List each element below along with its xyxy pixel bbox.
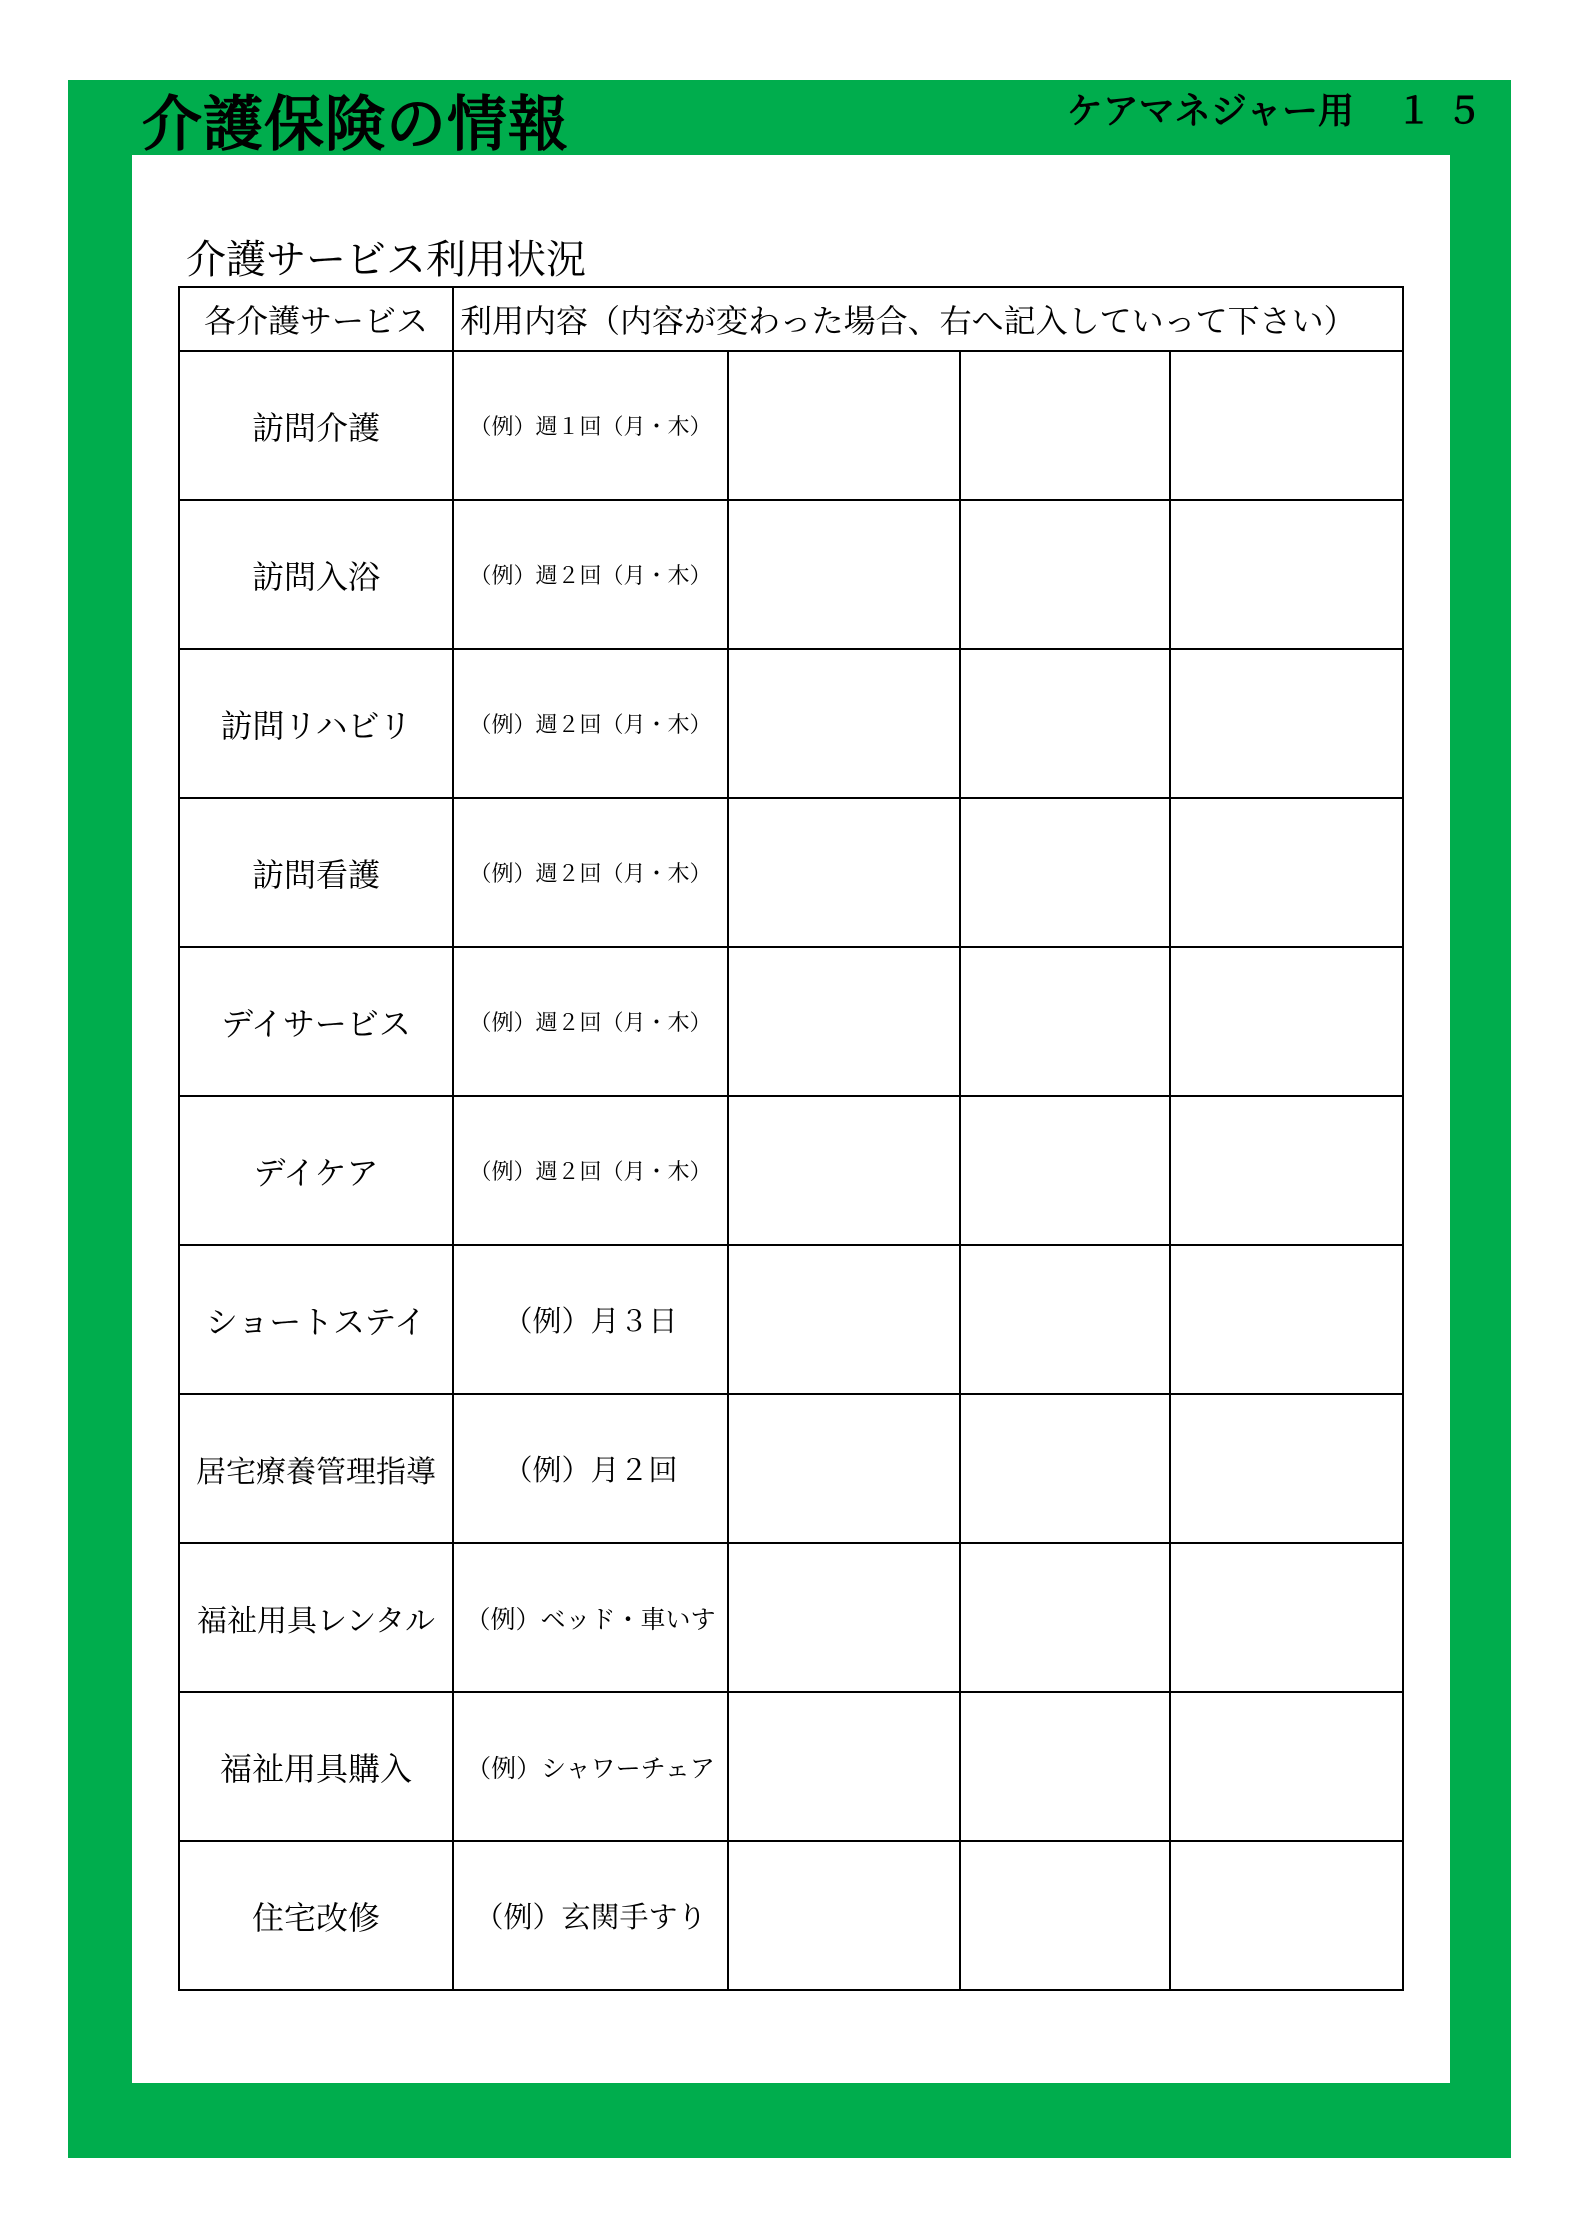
usage-example: （例）玄関手すり: [453, 1841, 728, 1990]
usage-example: （例）週２回（月・木）: [453, 798, 728, 947]
usage-entry-cell[interactable]: [1170, 1841, 1403, 1990]
usage-entry-cell[interactable]: [960, 1543, 1170, 1692]
usage-entry-cell[interactable]: [960, 1841, 1170, 1990]
service-name: 住宅改修: [179, 1841, 453, 1990]
service-name: 訪問入浴: [179, 500, 453, 649]
audience-label: ケアマネジャー用: [1066, 91, 1354, 132]
usage-entry-cell[interactable]: [1170, 500, 1403, 649]
section-title: 介護サービス利用状況: [186, 237, 586, 283]
usage-entry-cell[interactable]: [960, 649, 1170, 798]
usage-example: （例）週２回（月・木）: [453, 500, 728, 649]
usage-entry-cell[interactable]: [728, 947, 960, 1096]
table-row: [179, 1692, 1403, 1841]
usage-entry-cell[interactable]: [728, 1692, 960, 1841]
table-header-row: [179, 287, 1403, 351]
usage-entry-cell[interactable]: [960, 351, 1170, 500]
usage-entry-cell[interactable]: [728, 1543, 960, 1692]
table-row: [179, 1245, 1403, 1394]
usage-entry-cell[interactable]: [1170, 1245, 1403, 1394]
usage-entry-cell[interactable]: [1170, 1692, 1403, 1841]
table-row: [179, 1841, 1403, 1990]
page-number: １５: [1395, 91, 1496, 132]
usage-example: （例）ベッド・車いす: [453, 1543, 728, 1692]
usage-entry-cell[interactable]: [1170, 351, 1403, 500]
usage-example: （例）週２回（月・木）: [453, 1096, 728, 1245]
service-name: デイサービス: [179, 947, 453, 1096]
usage-example: （例）週２回（月・木）: [453, 947, 728, 1096]
usage-entry-cell[interactable]: [960, 500, 1170, 649]
usage-entry-cell[interactable]: [728, 1841, 960, 1990]
usage-entry-cell[interactable]: [728, 1096, 960, 1245]
table-row: [179, 798, 1403, 947]
usage-example: （例）週１回（月・木）: [453, 351, 728, 500]
service-name: 居宅療養管理指導: [179, 1394, 453, 1543]
header-service: 各介護サービス: [179, 287, 453, 351]
table-row: [179, 947, 1403, 1096]
usage-entry-cell[interactable]: [728, 1245, 960, 1394]
table-row: [179, 1096, 1403, 1245]
care-service-table: [178, 286, 1404, 1991]
usage-entry-cell[interactable]: [1170, 649, 1403, 798]
service-name: ショートステイ: [179, 1245, 453, 1394]
usage-entry-cell[interactable]: [728, 500, 960, 649]
header-usage: 利用内容（内容が変わった場合、右へ記入していって下さい）: [453, 287, 1403, 351]
usage-entry-cell[interactable]: [1170, 798, 1403, 947]
table-row: [179, 500, 1403, 649]
usage-entry-cell[interactable]: [960, 1394, 1170, 1543]
usage-entry-cell[interactable]: [728, 1394, 960, 1543]
service-name: 福祉用具購入: [179, 1692, 453, 1841]
usage-example: （例）月３日: [453, 1245, 728, 1394]
usage-entry-cell[interactable]: [728, 351, 960, 500]
page-header-right: [1067, 84, 1496, 140]
usage-example: （例）週２回（月・木）: [453, 649, 728, 798]
usage-entry-cell[interactable]: [728, 649, 960, 798]
usage-entry-cell[interactable]: [728, 798, 960, 947]
usage-entry-cell[interactable]: [960, 1245, 1170, 1394]
page-title: 介護保険の情報: [142, 90, 569, 160]
usage-entry-cell[interactable]: [1170, 1543, 1403, 1692]
service-name: 訪問看護: [179, 798, 453, 947]
usage-entry-cell[interactable]: [960, 1692, 1170, 1841]
table-row: [179, 1394, 1403, 1543]
table-row: [179, 351, 1403, 500]
table-row: [179, 649, 1403, 798]
service-name: デイケア: [179, 1096, 453, 1245]
usage-entry-cell[interactable]: [1170, 947, 1403, 1096]
usage-entry-cell[interactable]: [1170, 1096, 1403, 1245]
service-name: 訪問介護: [179, 351, 453, 500]
service-name: 福祉用具レンタル: [179, 1543, 453, 1692]
service-name: 訪問リハビリ: [179, 649, 453, 798]
usage-example: （例）月２回: [453, 1394, 728, 1543]
table-row: [179, 1543, 1403, 1692]
usage-entry-cell[interactable]: [960, 798, 1170, 947]
usage-example: （例）シャワーチェア: [453, 1692, 728, 1841]
usage-entry-cell[interactable]: [960, 1096, 1170, 1245]
usage-entry-cell[interactable]: [960, 947, 1170, 1096]
usage-entry-cell[interactable]: [1170, 1394, 1403, 1543]
